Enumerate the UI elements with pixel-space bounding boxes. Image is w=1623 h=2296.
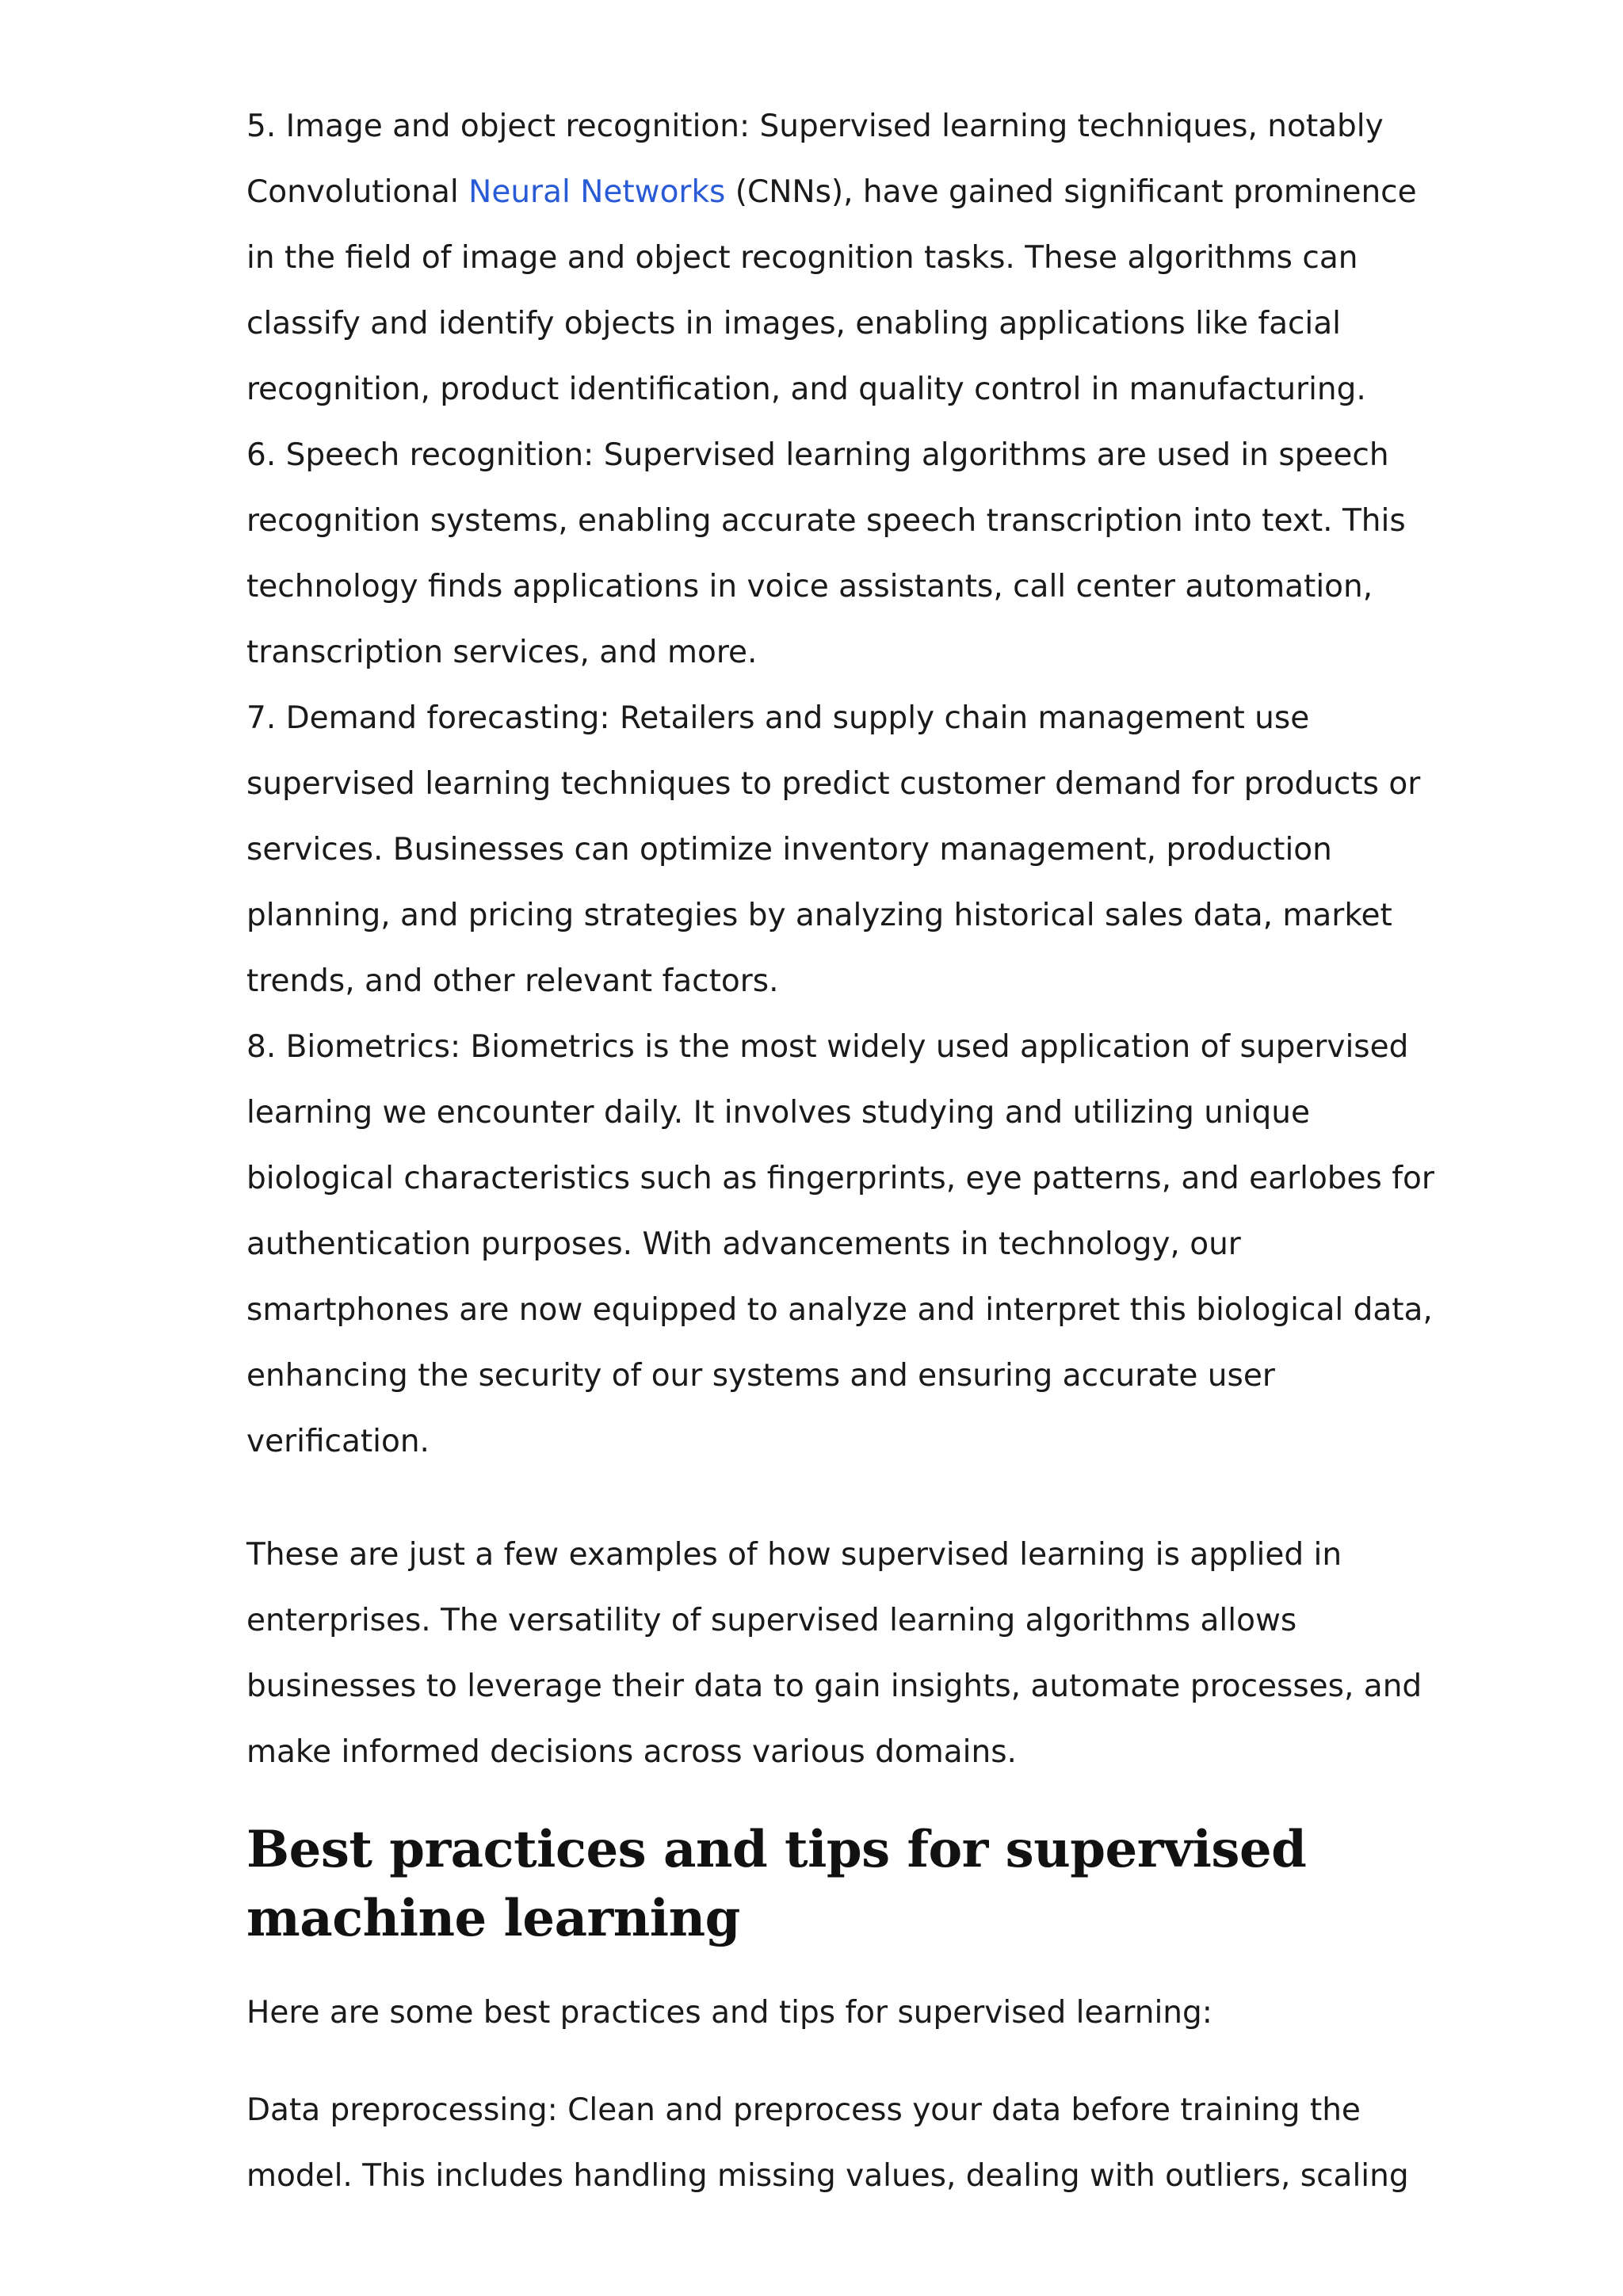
neural-networks-link[interactable]: Neural Networks [468, 174, 726, 210]
list-item-biometrics: 8. Biometrics: Biometrics is the most widely used application of supervised learning we encounter daily. It involves studying and utilizing unique biological characteristics such as fingerprints, eye patterns, and earlobes for authentication purposes. With advancements in technology, our smartphones are now equipped to analyze and interpret this biological data, enhancing the security of our systems and ensuring accurate user verification. [246, 1029, 1434, 1459]
section-heading: Best practices and tips for supervised machine learning [246, 1820, 1307, 1948]
item-text-before-link: 5. Image and object recognition: Supervised learning techniques, notably Convolutional [246, 109, 1384, 210]
tip-paragraph-data-preprocessing: Data preprocessing: Clean and preprocess your data before training the model. This includes handling missing values, dealing with outliers, scaling [246, 2092, 1409, 2194]
list-item-speech-recognition: 6. Speech recognition: Supervised learning algorithms are used in speech recognition systems, enabling accurate speech transcription into text. This technology finds applications in voice assistants, call center automation, transcription services, and more. [246, 437, 1406, 670]
item-text-after-link: (CNNs), have gained significant prominence in the field of image and object recognition tasks. These algorithms can classify and identify objects in images, enabling applications like facial recognition, product identification, and quality control in manufacturing. [246, 174, 1417, 407]
list-item-demand-forecasting: 7. Demand forecasting: Retailers and supply chain management use supervised learning techniques to predict customer demand for products or services. Businesses can optimize inventory management, production planning, and pricing strategies by analyzing historical sales data, market trends, and other relevant factors. [246, 700, 1421, 999]
intro-paragraph: Here are some best practices and tips for supervised learning: [246, 1995, 1212, 2031]
list-item-image-recognition [246, 93, 1435, 422]
article-body [246, 93, 1435, 2209]
summary-paragraph: These are just a few examples of how supervised learning is applied in enterprises. The versatility of supervised learning algorithms allows businesses to leverage their data to gain insights, automate processes, and make informed decisions across various domains. [246, 1537, 1423, 1770]
